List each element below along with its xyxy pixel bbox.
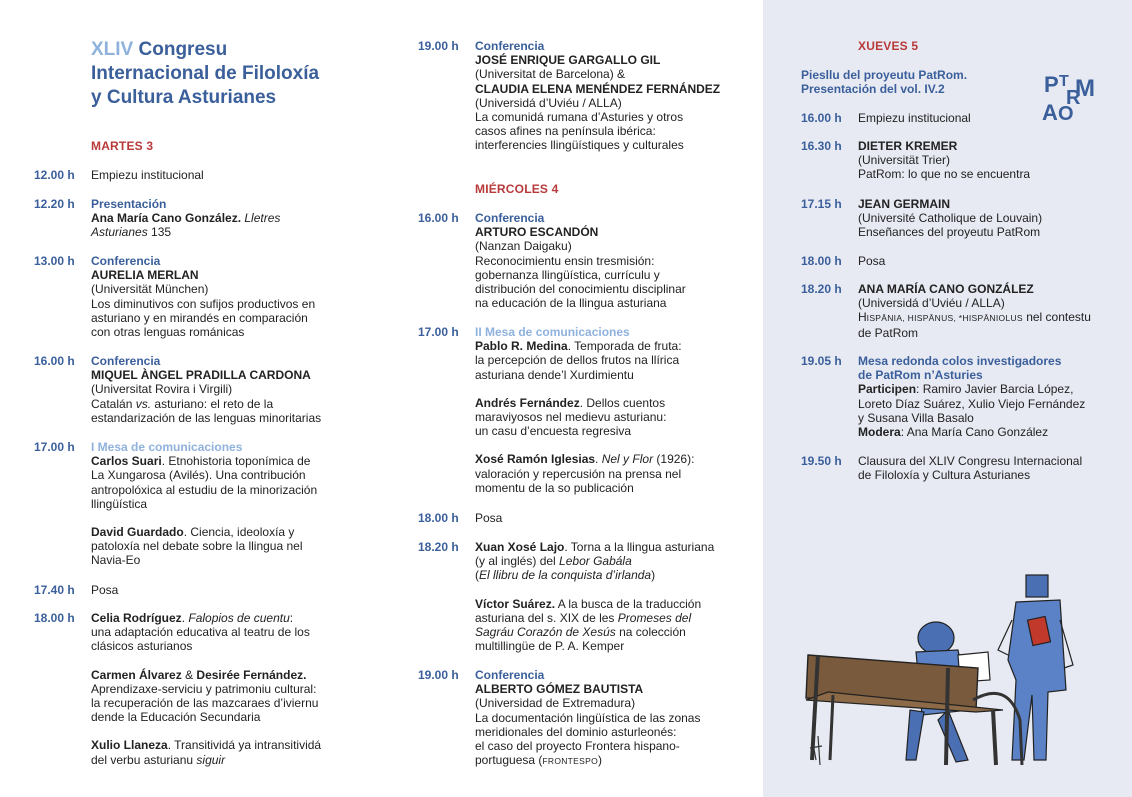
logo-letter-r: R bbox=[1066, 87, 1081, 109]
patrom-logo bbox=[1042, 70, 1100, 122]
day-heading-martes: MARTES 3 bbox=[91, 139, 154, 153]
congress-title: XLIV Congresu Internacional de Filoloxía y Cultura Asturianes bbox=[91, 39, 320, 108]
logo-letter-o: O bbox=[1058, 103, 1074, 122]
patrom-intro: Piesllu del proyeutu PatRom. Presentación del vol. IV.2 bbox=[801, 68, 968, 97]
column-3-panel: XUEVES 5 Piesllu del proyeutu PatRom. Presentación del vol. IV.2 16.00 h Empiezu institucional 16.30 h DIETER KREMER (Universität Trier) PatRom: lo que no se encuentra 17.15 h JEAN GERMAIN (Université Catholique de Louvain) Enseñances del proyeutu PatRom 18.00 h Posa 18.20 h ANA MARÍA CANO GONZÁLEZ (Universidá d’Uviéu / ALLA) HISPĀNIA, HISPĀNUS, *HISPĀNIOLUS nel contestu de PatRom 19.05 h Mesa redonda colos investigadores de PatRom n’Asturies Participen: Ramiro Javier Barcia López, Loreto Díaz Suárez, Xulio Viejo Fernández y Susana Villa Basalo Modera: Ana María Cano González 19.50 h Clausura del XLIV Congresu Internacional de Filoloxía y Cultura Asturianes bbox=[763, 0, 1132, 797]
standing-figure bbox=[998, 575, 1073, 760]
logo-letter-t: T bbox=[1059, 73, 1069, 90]
day-heading-miercoles: MIÉRCOLES 4 bbox=[475, 182, 559, 196]
logo-letter-p: P bbox=[1044, 72, 1059, 97]
program-page: XLIV Congresu Internacional de Filoloxía y Cultura Asturianes MARTES 3 12.00 h Empiezu institucional 12.20 h Presentación Ana María Cano González. Lletres Asturianes 135 13.00 h Conferencia AURELIA MERLAN (Universität München) Los diminutivos con sufijos productivos en asturiano y en mirandés en comparación con otras lenguas románicas 16.00 h Conferencia MIQUEL ÀNGEL PRADILLA CARDONA (Universitat Rovira i Virgili) Catalán vs. asturiano: el reto de la estandarización de las lenguas minoritarias 17.00 h I Mesa de comunicaciones Carlos Suari. Etnohistoria toponímica de La Xungarosa (Avilés). Una contribución antropolóxica al estudiu de la minorización llingüística David Guardado. Ciencia, ideoloxía y patoloxía nel debate sobre la llingua nel Navia-Eo 17.40 h Posa 18.00 h Celia Rodríguez. Falopios de cuentu: una adaptación educativa al teatru de los clásicos asturianos Carmen Álvarez & Desirée Fernández. Aprendizaxe-serviciu y patrimoniu cultural: la recuperación de las mazcaraes d’iviernu dende la Educación Secundaria Xulio Llaneza. Transitividá ya intransitividá del verbu asturianu siguir 19.00 h Conferencia JOSÉ ENRIQUE GARGALLO GIL (Universitat de Barcelona) & CLAUDIA ELENA MENÉNDEZ FERNÁNDEZ (Universidá d’Uviéu / ALLA) La comunidá rumana d’Asturies y otros casos afines na península ibérica: interferencies llingüístiques y culturales MIÉRCOLES 4 16.00 h Conferencia ARTURO ESCANDÓN (Nanzan Daigaku) Reconocimientu ensin tresmisión: gobernanza llingüística, currículu y distribución del conocimientu disciplinar na educación de la llingua asturiana 17.00 h II Mesa de comunicaciones Pablo R. Medina. Temporada de fruta: la percepción de dellos frutos na llírica asturiana dende’l Xurdimientu Andrés Fernández. Dellos cuentos maraviyosos nel medievu asturianu: un casu d’encuesta regresiva Xosé Ramón Iglesias. Nel y Flor (1926): valoración y repercusión na prensa nel momentu de la so publicación 18.00 h Posa 18.20 h Xuan Xosé Lajo. Torna a la llingua asturiana (y al inglés) del Lebor Gabála (El llibru de la conquista d’irlanda) Víctor Suárez. A la busca de la traducción asturiana del s. XIX de les Promeses del Sagráu Corazón de Xesús na colección multillingüe de P. A. Kemper 19.00 h Conferencia ALBERTO GÓMEZ BAUTISTA (Universidad de Extremadura) La documentación lingüística de las zonas meridionales del dominio asturleonés: el caso del proyecto Frontera hispano- portuguesa (FRONTESPO) XUEVES 5 Piesllu del proyeutu PatRom. Presentación del vol. IV.2 16.00 h Empiezu institucional 16.30 h DIETER KREMER (Universität Trier) PatRom: lo que no se encuentra 17.15 h JEAN GERMAIN (Université Catholique de Louvain) Enseñances del proyeutu PatRom 18.00 h Posa 18.20 h ANA MARÍA CANO GONZÁLEZ (Universidá d’Uviéu / ALLA) HISPĀNIA, HISPĀNUS, *HISPĀNIOLUS nel contestu de PatRom 19.05 h Mesa redonda colos investigadores de PatRom n’Asturies Participen: Ramiro Javier Barcia López, Loreto Díaz Suárez, Xulio Viejo Fernández y Susana Villa Basalo Modera: Ana María Cano González 19.50 h Clausura del XLIV Congresu Internacional de Filoloxía y Cultura Asturianes P T R M A O bbox=[0, 0, 1132, 797]
bench-illustration bbox=[798, 560, 1128, 775]
logo-letter-m: M bbox=[1075, 75, 1095, 102]
logo-letter-a: A bbox=[1042, 100, 1058, 122]
day-heading-xueves: XUEVES 5 bbox=[858, 39, 919, 53]
